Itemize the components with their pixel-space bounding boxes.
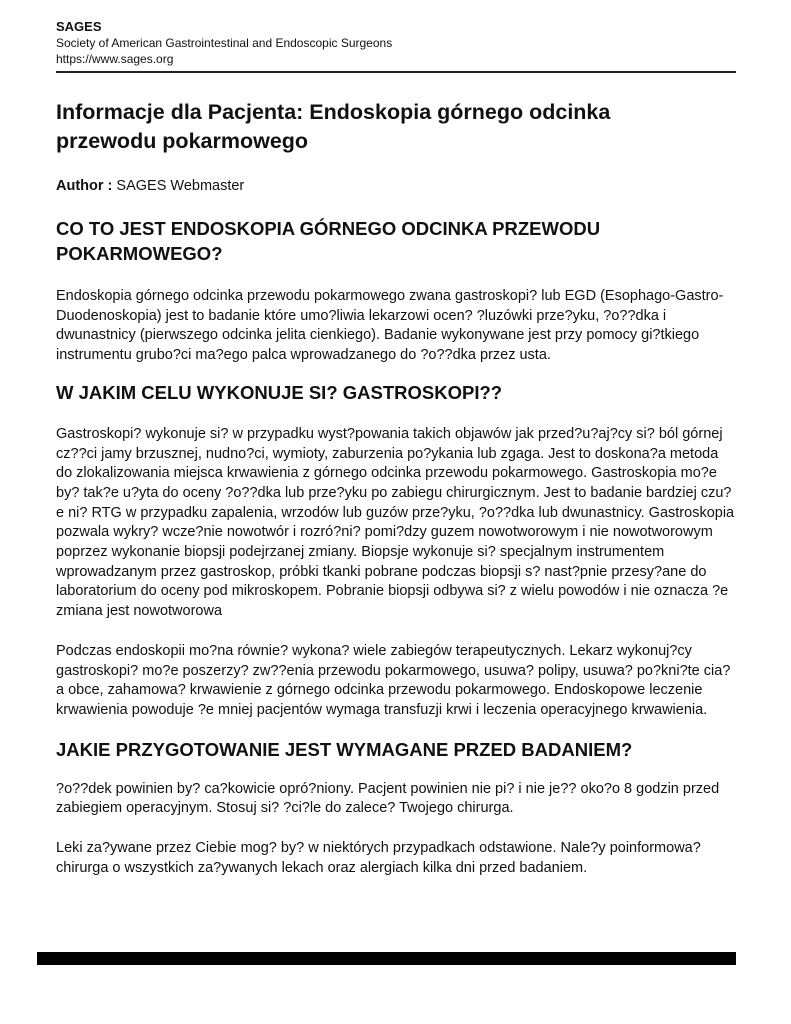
site-url: https://www.sages.org: [56, 52, 174, 66]
site-name: SAGES: [56, 19, 102, 34]
header-divider: [56, 71, 736, 73]
section-heading-purpose: W JAKIM CELU WYKONUJE SI? GASTROSKOPI??: [56, 381, 503, 403]
article-body: [56, 98, 736, 878]
section-paragraph: Podczas endoskopii mo?na równie? wykona? wiele zabiegów terapeutycznych. Lekarz wykonuj?cy gastroskopi? mo?e poszerzy? zw??enia przewodu pokarmowego, usuwa? polipy, usuwa? po?kni?te cia?a obce, zahamowa? krwawienie z górnego odcinka przewodu pokarmowego. Endoskopowe leczenie krwawienia powoduje ?e mniej pacjentów wymaga transfuzji krwi i leczenia operacyjnego krwawienia.: [56, 642, 731, 718]
section-paragraph: ?o??dek powinien by? ca?kowicie opró?niony. Pacjent powinien nie pi? i nie je?? oko?o 8 godzin przed zabiegiem operacyjnym. Stosuj si? ?ci?le do zalece? Twojego chirurga.: [56, 780, 720, 817]
page-title: [56, 98, 736, 156]
organization-name: Society of American Gastrointestinal and Endoscopic Surgeons: [56, 36, 393, 50]
footer-bar: [37, 952, 736, 965]
section-heading-preparation: JAKIE PRZYGOTOWANIE JEST WYMAGANE PRZED BADANIEM?: [56, 738, 633, 760]
section-paragraph: Gastroskopi? wykonuje si? w przypadku wyst?powania takich objawów jak przed?u?aj?cy si? ból górnej cz??ci jamy brzusznej, nudno?ci, wymioty, zaburzenia po?ykania lub zgaga. Jest to doskona?a metoda do zlokalizowania miejsca krwawienia z górnego odcinka przewodu pokarmowego. Gastroskopia mo?e by? tak?e u?yta do oceny ?o??dka lub prze?yku po zabiegu chirurgicznym. Jest to badanie bardziej czu?e ni? RTG w przypadku zapalenia, wrzodów lub guzów prze?yku, ?o??dka lub dwunastnicy. Gastroskopia pozwala wykry? wcze?nie nowotwór i rozró?ni? pomi?dzy guzem nowotworowym i nie nowotworowym poprzez wykonanie biopsji podejrzanej zmiany. Biopsje wykonuje si? specjalnym instrumentem wprowadzanym przez gastroskop, próbki tkanki pobrane podczas biopsji s? nast?pnie przesy?ane do laboratorium do oceny pod mikroskopem. Pobranie biopsji odbywa si? z wielu powodów i nie oznacza ?e zmiana jest nowotworowa: [56, 425, 735, 620]
author-line: [56, 176, 736, 196]
author-name: SAGES Webmaster: [116, 178, 245, 194]
page-title-line-2: przewodu pokarmowego: [56, 129, 309, 153]
section-heading-what-is: CO TO JEST ENDOSKOPIA GÓRNEGO ODCINKA PRZEWODU POKARMOWEGO?: [56, 218, 601, 264]
section-paragraph: Leki za?ywane przez Ciebie mog? by? w niektórych przypadkach odstawione. Nale?y poinformowa? chirurga o wszystkich za?ywanych lekach oraz alergiach kilka dni przed badaniem.: [56, 840, 701, 876]
site-header: [56, 19, 736, 67]
author-label: Author :: [56, 178, 113, 194]
page-title-line-1: Informacje dla Pacjenta: Endoskopia górnego odcinka: [56, 100, 611, 124]
section-paragraph: Endoskopia górnego odcinka przewodu pokarmowego zwana gastroskopi? lub EGD (Esophago-Gastro-Duodenoskopia) jest to badanie które umo?liwia lekarzowi ocen? ?luzówki prze?yku, ?o??dka i dwunastnicy (pierwszego odcinka jelita cienkiego). Badanie wykonywane jest przy pomocy gi?tkiego instrumentu grubo?ci ma?ego palca wprowadzanego do ?o??dka przez usta.: [56, 288, 724, 364]
